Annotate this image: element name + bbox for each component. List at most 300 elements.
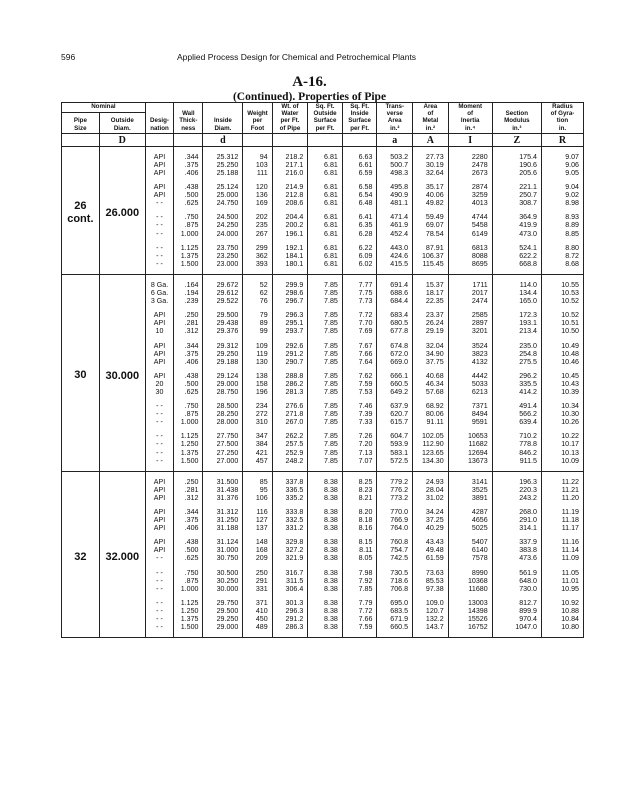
- table-cell: 32.64: [413, 169, 449, 177]
- table-cell: 3891: [448, 494, 492, 502]
- table-cell: 112.90: [413, 440, 449, 448]
- table-cell: 26.24: [413, 319, 449, 327]
- table-cell: 235: [243, 221, 272, 229]
- table-cell: 421: [243, 449, 272, 457]
- table-cell: 8695: [448, 260, 492, 275]
- table-cell: 393: [243, 260, 272, 275]
- table-cell: 688.6: [377, 289, 413, 297]
- table-cell: 1.500: [174, 260, 203, 275]
- table-cell: .312: [174, 494, 203, 502]
- table-cell: 27.73: [413, 146, 449, 161]
- table-cell: 40.29: [413, 524, 449, 532]
- table-cell: 291.0: [492, 516, 541, 524]
- inside-surface-header: Sq. Ft. Inside Surface per Ft.: [342, 103, 377, 134]
- table-cell: 8.38: [308, 593, 343, 607]
- table-cell: - -: [145, 577, 173, 585]
- table-cell: 291: [243, 577, 272, 585]
- table-cell: 116: [243, 502, 272, 516]
- table-cell: 8.38: [308, 623, 343, 638]
- table-cell: 5407: [448, 532, 492, 546]
- table-cell: - -: [145, 426, 173, 440]
- table-cell: 24.000: [203, 230, 243, 238]
- table-cell: 11.05: [541, 563, 583, 577]
- table-cell: 668.8: [492, 260, 541, 275]
- table-cell: 299.9: [272, 274, 308, 289]
- table-cell: 2897: [448, 319, 492, 327]
- table-cell: 281.3: [272, 388, 308, 396]
- table-cell: 3823: [448, 350, 492, 358]
- table-cell: 10.22: [541, 426, 583, 440]
- table-cell: .344: [174, 146, 203, 161]
- table-cell: 308.7: [492, 199, 541, 207]
- table-cell: 6.02: [342, 260, 377, 275]
- table-cell: - -: [145, 607, 173, 615]
- table-cell: 28.750: [203, 388, 243, 396]
- table-cell: .750: [174, 207, 203, 221]
- table-cell: 8.38: [308, 471, 343, 486]
- table-cell: 169: [243, 199, 272, 207]
- table-cell: 123.65: [413, 449, 449, 457]
- table-cell: .194: [174, 289, 203, 297]
- table-cell: 29.188: [203, 358, 243, 366]
- table-cell: 8990: [448, 563, 492, 577]
- outside-diam-cell: 32.000: [99, 471, 145, 638]
- table-cell: API: [145, 358, 173, 366]
- table-cell: 30.500: [203, 563, 243, 577]
- table-cell: 7.59: [342, 623, 377, 638]
- table-cell: 28.000: [203, 418, 243, 426]
- page-number: 596: [61, 52, 76, 62]
- table-cell: 13003: [448, 593, 492, 607]
- table-cell: API: [145, 177, 173, 191]
- table-cell: 8.93: [541, 207, 583, 221]
- table-cell: 3 Ga.: [145, 297, 173, 305]
- table-cell: 846.2: [492, 449, 541, 457]
- table-cell: 30.000: [203, 585, 243, 593]
- table-cell: 79: [243, 305, 272, 319]
- table-cell: 779.2: [377, 471, 413, 486]
- table-cell: 10.34: [541, 396, 583, 410]
- table-cell: 730.5: [377, 563, 413, 577]
- table-cell: 134.30: [413, 457, 449, 472]
- table-cell: 7.85: [308, 426, 343, 440]
- moment-symbol: I: [448, 133, 492, 146]
- table-cell: 214.9: [272, 177, 308, 191]
- table-cell: 24.750: [203, 199, 243, 207]
- table-cell: 196.3: [492, 471, 541, 486]
- table-cell: 23.37: [413, 305, 449, 319]
- table-cell: 6149: [448, 230, 492, 238]
- table-cell: 7.66: [342, 350, 377, 358]
- outside-diam-symbol: D: [99, 133, 145, 146]
- table-cell: 8.21: [342, 494, 377, 502]
- transverse-area-header: Trans- verse Area in.²: [377, 103, 413, 134]
- table-cell: 500.7: [377, 161, 413, 169]
- table-cell: 52: [243, 274, 272, 289]
- table-cell: .500: [174, 546, 203, 554]
- table-cell: 27.000: [203, 457, 243, 472]
- table-cell: 6.35: [342, 221, 377, 229]
- table-cell: 262.2: [272, 426, 308, 440]
- table-cell: API: [145, 169, 173, 177]
- table-cell: 95: [243, 486, 272, 494]
- nominal-header: Nominal: [62, 103, 146, 113]
- table-cell: 8.38: [308, 524, 343, 532]
- table-cell: 8.38: [308, 486, 343, 494]
- table-cell: 770.0: [377, 502, 413, 516]
- table-cell: 30.19: [413, 161, 449, 169]
- table-cell: API: [145, 494, 173, 502]
- table-cell: 572.5: [377, 457, 413, 472]
- table-cell: 29.500: [203, 305, 243, 319]
- table-cell: 24.93: [413, 471, 449, 486]
- table-cell: 7.85: [308, 388, 343, 396]
- table-cell: 10.51: [541, 319, 583, 327]
- table-cell: 25.188: [203, 169, 243, 177]
- table-cell: 419.9: [492, 221, 541, 229]
- table-cell: 337.9: [492, 532, 541, 546]
- table-cell: 248.2: [272, 457, 308, 472]
- table-cell: 40.68: [413, 366, 449, 380]
- table-cell: 2017: [448, 289, 492, 297]
- table-cell: 622.2: [492, 252, 541, 260]
- water-weight-header: Wt. of Water per Ft. of Pipe: [272, 103, 308, 134]
- table-cell: 272: [243, 410, 272, 418]
- table-cell: 7.85: [308, 350, 343, 358]
- table-cell: 8.38: [308, 607, 343, 615]
- table-cell: 457: [243, 457, 272, 472]
- table-cell: 109: [243, 336, 272, 350]
- table-cell: 6.81: [308, 169, 343, 177]
- table-cell: 7.20: [342, 440, 377, 448]
- table-cell: .250: [174, 471, 203, 486]
- table-cell: 10.88: [541, 607, 583, 615]
- table-cell: 695.0: [377, 593, 413, 607]
- table-cell: 7.85: [308, 440, 343, 448]
- table-cell: 25.312: [203, 146, 243, 161]
- table-cell: - -: [145, 563, 173, 577]
- table-cell: 415.5: [377, 260, 413, 275]
- table-cell: .875: [174, 577, 203, 585]
- table-cell: 970.4: [492, 615, 541, 623]
- table-cell: 10.84: [541, 615, 583, 623]
- table-cell: 3141: [448, 471, 492, 486]
- table-cell: 218.2: [272, 146, 308, 161]
- table-cell: 29.612: [203, 289, 243, 297]
- table-cell: 40.06: [413, 191, 449, 199]
- table-cell: 212.8: [272, 191, 308, 199]
- table-cell: 8.98: [541, 199, 583, 207]
- table-cell: 7.62: [342, 366, 377, 380]
- table-cell: 669.0: [377, 358, 413, 366]
- table-cell: 583.1: [377, 449, 413, 457]
- table-cell: 202: [243, 207, 272, 221]
- table-cell: 120.7: [413, 607, 449, 615]
- table-cell: 192.1: [272, 238, 308, 252]
- table-cell: 30.750: [203, 554, 243, 562]
- table-cell: 8494: [448, 410, 492, 418]
- table-cell: .750: [174, 563, 203, 577]
- table-cell: 648.0: [492, 577, 541, 585]
- table-cell: .406: [174, 169, 203, 177]
- book-title: Applied Process Design for Chemical and Petrochemical Plants: [177, 52, 417, 62]
- table-cell: 29.672: [203, 274, 243, 289]
- table-cell: 73.63: [413, 563, 449, 577]
- table-cell: 7.73: [342, 297, 377, 305]
- table-cell: 306.4: [272, 585, 308, 593]
- table-cell: 235.0: [492, 336, 541, 350]
- table-cell: 10.49: [541, 336, 583, 350]
- table-cell: 8.38: [308, 577, 343, 585]
- table-cell: 31.124: [203, 532, 243, 546]
- table-cell: .438: [174, 366, 203, 380]
- table-cell: 1.250: [174, 440, 203, 448]
- table-cell: .164: [174, 274, 203, 289]
- table-cell: - -: [145, 593, 173, 607]
- table-cell: 8.38: [308, 554, 343, 562]
- table-cell: 34.24: [413, 502, 449, 516]
- table-cell: 10.13: [541, 449, 583, 457]
- table-cell: 10368: [448, 577, 492, 585]
- table-cell: 46.34: [413, 380, 449, 388]
- table-cell: 200.2: [272, 221, 308, 229]
- table-cell: 5033: [448, 380, 492, 388]
- table-cell: 18.17: [413, 289, 449, 297]
- table-cell: 250.7: [492, 191, 541, 199]
- table-cell: 243.2: [492, 494, 541, 502]
- table-cell: 31.500: [203, 471, 243, 486]
- table-cell: - -: [145, 410, 173, 418]
- table-cell: 10.50: [541, 327, 583, 335]
- table-cell: 11.01: [541, 577, 583, 585]
- table-cell: 1.000: [174, 230, 203, 238]
- table-cell: 7.77: [342, 274, 377, 289]
- table-cell: 7.59: [342, 380, 377, 388]
- table-cell: 34.90: [413, 350, 449, 358]
- table-cell: 10.17: [541, 440, 583, 448]
- table-cell: 383.8: [492, 546, 541, 554]
- radius-symbol: R: [541, 133, 583, 146]
- table-cell: 257.5: [272, 440, 308, 448]
- table-cell: 31.250: [203, 516, 243, 524]
- table-cell: 6.28: [342, 230, 377, 238]
- wall-thickness-header: Wall Thick- ness: [174, 103, 203, 134]
- table-cell: 28.500: [203, 396, 243, 410]
- table-cell: 7.85: [308, 289, 343, 297]
- table-cell: 7.85: [308, 418, 343, 426]
- table-cell: - -: [145, 457, 173, 472]
- table-cell: 6.59: [342, 169, 377, 177]
- table-cell: 7.13: [342, 449, 377, 457]
- table-cell: 10.48: [541, 350, 583, 358]
- table-cell: 221.1: [492, 177, 541, 191]
- table-cell: 4744: [448, 207, 492, 221]
- table-cell: API: [145, 546, 173, 554]
- table-cell: 6.22: [342, 238, 377, 252]
- table-cell: 35.17: [413, 177, 449, 191]
- table-cell: 1.125: [174, 426, 203, 440]
- table-cell: 10: [145, 327, 173, 335]
- transverse-area-symbol: a: [377, 133, 413, 146]
- table-cell: 6140: [448, 546, 492, 554]
- pipe-size-cell: 30: [62, 274, 100, 471]
- table-cell: 8.80: [541, 238, 583, 252]
- table-cell: 184.1: [272, 252, 308, 260]
- table-cell: 6.81: [308, 199, 343, 207]
- table-cell: 10.43: [541, 380, 583, 388]
- table-cell: 175.4: [492, 146, 541, 161]
- table-cell: 286.3: [272, 623, 308, 638]
- table-cell: 7.85: [308, 380, 343, 388]
- table-cell: 296.2: [492, 366, 541, 380]
- table-cell: 6.81: [308, 191, 343, 199]
- table-cell: 10.30: [541, 410, 583, 418]
- table-cell: 29.438: [203, 319, 243, 327]
- table-cell: 489: [243, 623, 272, 638]
- table-cell: 684.4: [377, 297, 413, 305]
- table-cell: .375: [174, 161, 203, 169]
- weight-header: Weight per Foot: [243, 103, 272, 134]
- table-cell: 68.92: [413, 396, 449, 410]
- table-cell: 8.11: [342, 546, 377, 554]
- table-cell: 252.9: [272, 449, 308, 457]
- table-cell: 196.1: [272, 230, 308, 238]
- table-cell: 57.68: [413, 388, 449, 396]
- pipe-size-header: Pipe Size: [62, 113, 100, 134]
- table-cell: API: [145, 516, 173, 524]
- pipe-size-cell: 26 cont.: [62, 146, 100, 274]
- table-cell: 130: [243, 358, 272, 366]
- table-cell: 10.45: [541, 366, 583, 380]
- table-cell: - -: [145, 585, 173, 593]
- table-cell: 3524: [448, 336, 492, 350]
- table-cell: 6.81: [308, 260, 343, 275]
- table-cell: 490.9: [377, 191, 413, 199]
- table-cell: 639.4: [492, 418, 541, 426]
- table-cell: 450: [243, 615, 272, 623]
- table-cell: .625: [174, 199, 203, 207]
- table-cell: 30.250: [203, 577, 243, 585]
- table-cell: 321.9: [272, 554, 308, 562]
- table-cell: 296.3: [272, 305, 308, 319]
- table-cell: 220.3: [492, 486, 541, 494]
- table-cell: 29.750: [203, 593, 243, 607]
- table-cell: 296.3: [272, 607, 308, 615]
- table-cell: .344: [174, 502, 203, 516]
- table-cell: 23.000: [203, 260, 243, 275]
- table-cell: 8.38: [308, 563, 343, 577]
- table-cell: 481.1: [377, 199, 413, 207]
- table-cell: 1.500: [174, 457, 203, 472]
- table-cell: - -: [145, 199, 173, 207]
- table-number: A-16.: [292, 74, 327, 90]
- table-cell: 9.07: [541, 146, 583, 161]
- table-cell: 683.5: [377, 607, 413, 615]
- table-cell: .875: [174, 221, 203, 229]
- table-cell: .625: [174, 388, 203, 396]
- table-cell: 495.8: [377, 177, 413, 191]
- table-cell: 29.500: [203, 607, 243, 615]
- table-cell: 524.1: [492, 238, 541, 252]
- table-cell: 7.26: [342, 426, 377, 440]
- table-cell: 91.11: [413, 418, 449, 426]
- table-cell: 106: [243, 494, 272, 502]
- table-cell: 8.89: [541, 221, 583, 229]
- table-cell: 134.4: [492, 289, 541, 297]
- table-cell: 180.1: [272, 260, 308, 275]
- table-cell: API: [145, 366, 173, 380]
- table-cell: 7.66: [342, 615, 377, 623]
- table-cell: 25.250: [203, 161, 243, 169]
- table-cell: 766.9: [377, 516, 413, 524]
- table-cell: 5025: [448, 524, 492, 532]
- table-cell: 1.125: [174, 238, 203, 252]
- table-cell: 4442: [448, 366, 492, 380]
- table-cell: 2474: [448, 297, 492, 305]
- table-cell: 7.98: [342, 563, 377, 577]
- table-cell: .406: [174, 358, 203, 366]
- table-cell: 1.375: [174, 615, 203, 623]
- table-cell: 680.5: [377, 319, 413, 327]
- table-cell: 7.85: [308, 319, 343, 327]
- table-cell: 11.14: [541, 546, 583, 554]
- table-cell: 85.53: [413, 577, 449, 585]
- table-cell: 27.500: [203, 440, 243, 448]
- outside-diam-header: Outside Diam.: [99, 113, 145, 134]
- table-cell: 8.38: [308, 502, 343, 516]
- table-cell: 4132: [448, 358, 492, 366]
- table-cell: 6.58: [342, 177, 377, 191]
- table-cell: 8.23: [342, 486, 377, 494]
- table-cell: 6.81: [308, 207, 343, 221]
- table-cell: 8088: [448, 252, 492, 260]
- table-cell: 106.37: [413, 252, 449, 260]
- table-cell: 114.0: [492, 274, 541, 289]
- table-cell: 7.72: [342, 305, 377, 319]
- table-cell: 443.0: [377, 238, 413, 252]
- table-cell: 7.85: [308, 327, 343, 335]
- table-cell: 452.4: [377, 230, 413, 238]
- table-cell: API: [145, 319, 173, 327]
- table-cell: 2673: [448, 169, 492, 177]
- table-cell: 566.2: [492, 410, 541, 418]
- table-cell: 1711: [448, 274, 492, 289]
- table-cell: 6.09: [342, 252, 377, 260]
- table-cell: 120: [243, 177, 272, 191]
- table-cell: 7.70: [342, 319, 377, 327]
- table-cell: 7578: [448, 554, 492, 562]
- table-cell: 4013: [448, 199, 492, 207]
- table-cell: 7.69: [342, 327, 377, 335]
- table-cell: 7.85: [308, 366, 343, 380]
- table-cell: 138: [243, 366, 272, 380]
- table-cell: - -: [145, 207, 173, 221]
- table-cell: 8.15: [342, 532, 377, 546]
- table-cell: 12694: [448, 449, 492, 457]
- table-cell: 31.02: [413, 494, 449, 502]
- table-cell: 6.63: [342, 146, 377, 161]
- table-cell: 8.38: [308, 516, 343, 524]
- table-cell: 760.8: [377, 532, 413, 546]
- table-cell: - -: [145, 449, 173, 457]
- table-cell: 4287: [448, 502, 492, 516]
- table-cell: 336.5: [272, 486, 308, 494]
- table-cell: 2585: [448, 305, 492, 319]
- table-cell: 8 Ga.: [145, 274, 173, 289]
- table-cell: 11.16: [541, 532, 583, 546]
- table-cell: 29.19: [413, 327, 449, 335]
- table-cell: 62: [243, 289, 272, 297]
